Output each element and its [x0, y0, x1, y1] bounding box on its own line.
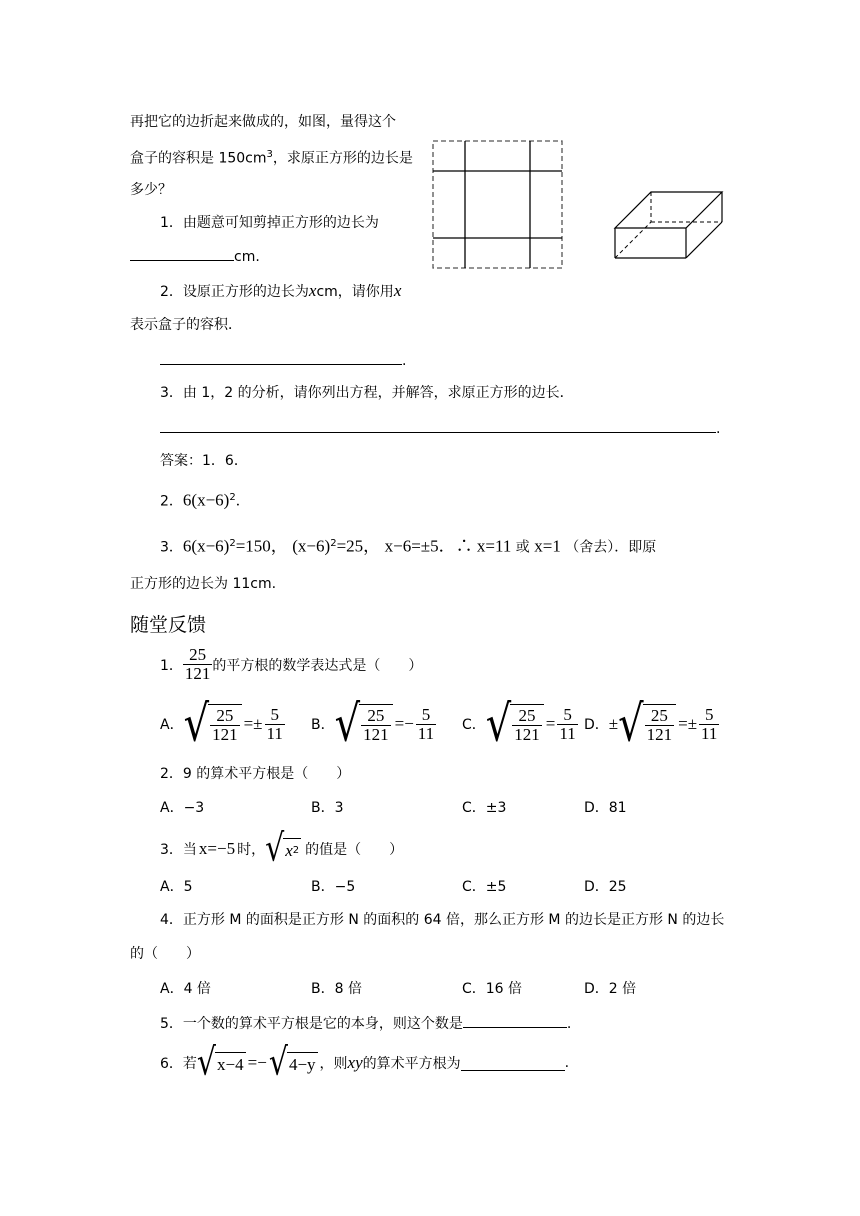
math-expression: =−	[247, 1053, 267, 1072]
feedback-q4-line1: 4．正方形 M 的面积是正方形 N 的面积的 64 倍，那么正方形 M 的边长是正方形 N 的边长	[160, 912, 725, 928]
math-expression: =150，	[235, 536, 288, 556]
problem-q1-answer-line	[130, 246, 260, 267]
feedback-q1	[160, 646, 422, 683]
square-root: √ $\frac{25}{121}$	[335, 704, 393, 744]
math-expression: x−6=±5．∴ x=11	[384, 536, 512, 556]
feedback-q3	[160, 826, 404, 871]
answer-blank[interactable]	[461, 1056, 565, 1071]
fraction: $\frac{5}{11}$	[266, 704, 283, 743]
problem-q2-line2: 表示盒子的容积．	[130, 317, 242, 333]
period: ．	[235, 493, 250, 510]
square-root: √ $\frac{25}{121}$	[618, 704, 676, 744]
math-expression: 6(x−6)	[182, 490, 230, 510]
feedback-q3-option-d[interactable]: D．25	[584, 879, 627, 895]
answer-number: 2．	[160, 493, 183, 510]
feedback-q1-option-b[interactable]	[311, 695, 436, 753]
equals-sign: =±	[678, 714, 698, 733]
exponent: 2	[330, 538, 337, 549]
feedback-q3-option-c[interactable]: C．±5	[462, 879, 507, 895]
answer-blank[interactable]	[160, 350, 402, 365]
fraction: $\frac{25}{121}$	[363, 706, 389, 744]
square-root: √ 4−y	[268, 1040, 316, 1085]
answer-2	[160, 488, 250, 512]
question-text: 的平方根的数学表达式是（ ）	[212, 657, 423, 674]
option-label: B．	[311, 717, 335, 733]
answer-number: 3．	[160, 539, 183, 556]
or-text: 或	[515, 539, 530, 556]
unit-cm: cm.	[234, 249, 260, 265]
problem-intro-line1: 再把它的边折起来做成的，如图，量得这个	[130, 114, 396, 130]
math-expression: =25，	[336, 536, 381, 556]
plus-minus-sign: ±	[608, 714, 619, 733]
option-label: C．	[462, 717, 486, 733]
volume-text: 盒子的容积是 150cm	[130, 150, 267, 167]
volume-exponent: 3	[266, 149, 273, 160]
answer-3	[160, 534, 656, 558]
variable-x: x	[393, 281, 402, 300]
feedback-q2-option-a[interactable]: A．−3	[160, 800, 205, 816]
feedback-q1-option-d[interactable]	[584, 695, 719, 753]
equals-sign: =	[545, 714, 556, 733]
question-text: 时，	[237, 842, 266, 858]
feedback-q3-option-b[interactable]: B．−5	[311, 879, 356, 895]
variable-xy: xy	[347, 1053, 363, 1072]
volume-text-tail: ，求原正方形的边长是	[272, 150, 413, 167]
feedback-q4-option-a[interactable]: A．4 倍	[160, 981, 211, 997]
question-text: 的值是（ ）	[305, 842, 404, 858]
fraction: $\frac{25}{121}$	[646, 706, 673, 744]
problem-q2	[160, 281, 401, 302]
question-text: ，则	[319, 1056, 348, 1072]
exponent: 2	[229, 492, 236, 503]
q2-text: 2．设原正方形的边长为	[160, 284, 309, 300]
q2-text-mid: cm，请你用	[316, 284, 394, 300]
square-root: √ $\frac{25}{121}$	[184, 704, 242, 744]
answer-blank[interactable]	[160, 418, 716, 433]
answer-label: 答案：1．6．	[160, 453, 248, 469]
feedback-q4-option-c[interactable]: C．16 倍	[462, 981, 523, 997]
option-label: D．	[584, 717, 609, 733]
exponent: 2	[229, 538, 236, 549]
answer-tail: （舍去）．即原	[565, 539, 657, 556]
open-box-diagram	[613, 190, 725, 260]
square-root: √ x 2	[265, 826, 300, 871]
answer-3-line2: 正方形的边长为 11cm.	[130, 576, 277, 592]
feedback-q4-option-d[interactable]: D．2 倍	[584, 981, 637, 997]
equals-sign: =±	[243, 714, 263, 733]
feedback-q1-option-a[interactable]	[160, 695, 285, 753]
square-root: √ $\frac{25}{121}$	[486, 704, 544, 744]
feedback-q3-option-a[interactable]: A．5	[160, 879, 193, 895]
square-root: √ x−4	[196, 1040, 244, 1085]
question-text: 5．一个数的算术平方根是它的本身，则这个数是	[160, 1016, 463, 1032]
answer-blank[interactable]	[130, 246, 234, 261]
feedback-q6	[160, 1040, 570, 1085]
feedback-q2-option-d[interactable]: D．81	[584, 800, 627, 816]
problem-q2-answer-line: .	[160, 350, 406, 371]
problem-q3: 3．由 1，2 的分析，请你列出方程，并解答，求原正方形的边长．	[160, 385, 574, 401]
fraction: $\frac{5}{11}$	[417, 704, 435, 743]
math-expression: x=−5	[198, 839, 236, 858]
fraction: $\frac{25}{121}$	[212, 706, 238, 744]
feedback-q2-option-b[interactable]: B．3	[311, 800, 344, 816]
fraction: $\frac{25}{121}$	[184, 645, 211, 683]
answer-blank[interactable]	[463, 1013, 567, 1028]
feedback-q2: 2．9 的算术平方根是（ ）	[160, 766, 351, 782]
feedback-q4-option-b[interactable]: B．8 倍	[311, 981, 362, 997]
question-text: 6．若	[160, 1056, 197, 1072]
box-net-diagram	[432, 140, 564, 270]
math-expression: x=1	[534, 536, 561, 556]
problem-q1: 1．由题意可知剪掉正方形的边长为	[160, 215, 379, 231]
period: .	[566, 1016, 572, 1032]
problem-q3-answer-line: .	[160, 418, 720, 439]
math-expression: (x−6)	[292, 536, 331, 556]
problem-intro-line2	[130, 145, 413, 169]
fraction: $\frac{5}{11}$	[701, 704, 718, 743]
question-text: 的算术平方根为	[362, 1056, 461, 1072]
question-text: 3．当	[160, 842, 197, 858]
feedback-q1-option-c[interactable]	[462, 695, 578, 753]
section-title: 随堂反馈	[130, 614, 207, 636]
fraction: $\frac{25}{121}$	[514, 706, 540, 744]
math-expression: 6(x−6)	[182, 536, 230, 556]
feedback-q5	[160, 1013, 571, 1034]
option-label: A．	[160, 717, 184, 733]
question-number: 1．	[160, 657, 183, 674]
period: .	[564, 1055, 570, 1071]
feedback-q2-option-c[interactable]: C．±3	[462, 800, 507, 816]
equals-sign: =−	[394, 714, 414, 733]
fraction: $\frac{5}{11}$	[559, 704, 576, 743]
variable-x: x	[308, 281, 317, 300]
problem-intro-line3: 多少？	[130, 182, 172, 198]
feedback-q4-line2: 的（ ）	[130, 946, 200, 962]
